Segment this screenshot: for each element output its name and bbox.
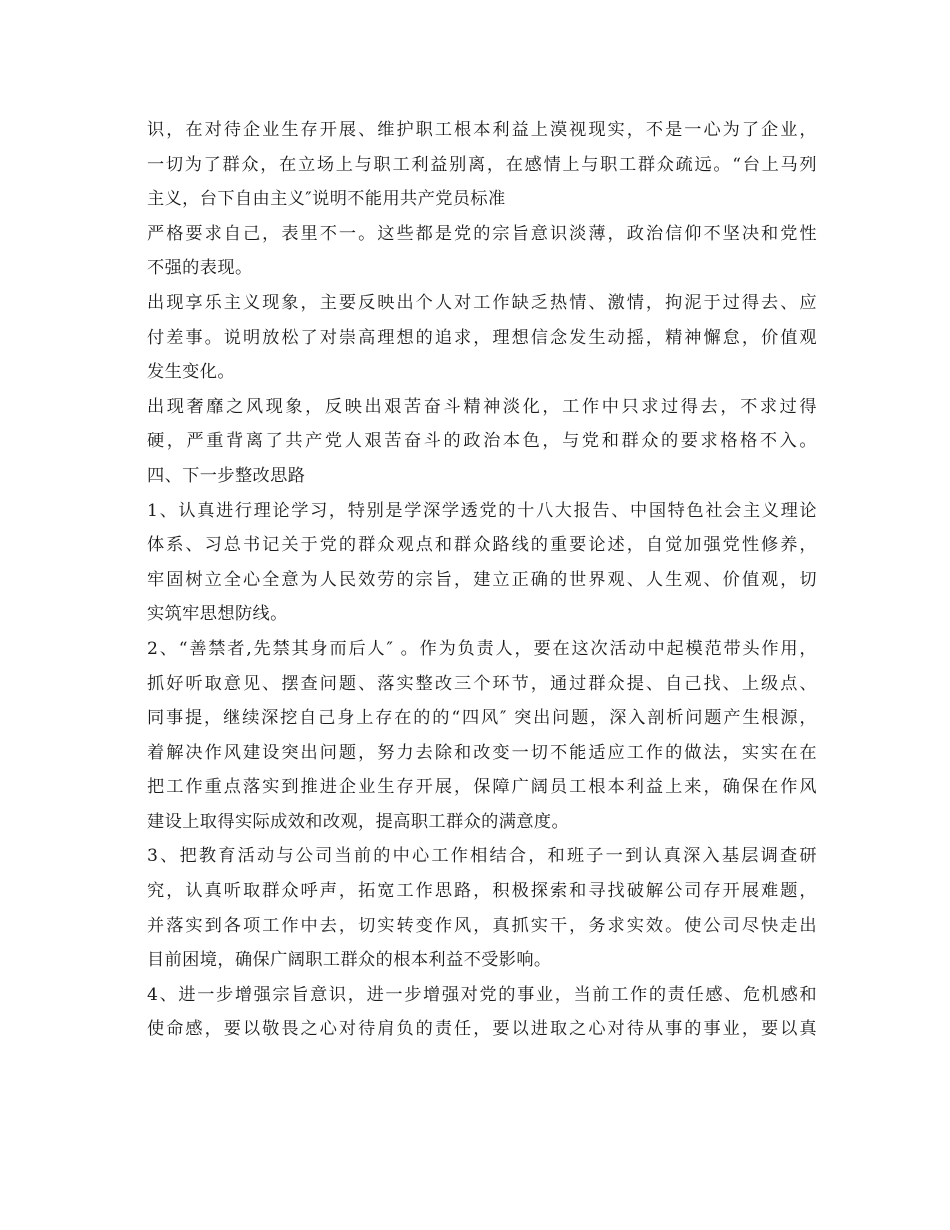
text-line-17: 抓好听取意见、摆查问题、落实整改三个环节，通过群众提、自己找、上级点、 bbox=[147, 673, 817, 694]
text-line-25: 目前困境，确保广阔职工群众的根本利益不受影响。 bbox=[147, 950, 552, 971]
text-line-8: 发生变化。 bbox=[147, 362, 235, 383]
text-line-6: 出现享乐主义现象，主要反映出个人对工作缺乏热情、激情，拘泥于过得去、应 bbox=[147, 292, 817, 313]
text-line-2: 一切为了群众，在立场上与职工利益别离，在感情上与职工群众疏远。“台上马列 bbox=[147, 154, 817, 175]
text-line-1: 识，在对待企业生存开展、维护职工根本利益上漠视现实，不是一心为了企业， bbox=[147, 120, 817, 140]
text-line-12: 1、认真进行理论学习，特别是学深学透党的十八大报告、中国特色社会主义理论 bbox=[147, 500, 817, 521]
document-body bbox=[147, 113, 817, 1047]
text-line-19: 着解决作风建设突出问题，努力去除和改变一切不能适应工作的做法，实实在在 bbox=[147, 742, 817, 763]
text-line-27: 使命感，要以敬畏之心对待肩负的责任，要以进取之心对待从事的事业，要以真 bbox=[147, 1019, 817, 1040]
text-line-10: 硬，严重背离了共产党人艰苦奋斗的政治本色，与党和群众的要求格格不入。 bbox=[147, 431, 817, 452]
text-line-20: 把工作重点落实到推进企业生存开展，保障广阔员工根本利益上来，确保在作风 bbox=[147, 777, 817, 798]
text-line-26: 4、进一步增强宗旨意识，进一步增强对党的事业，当前工作的责任感、危机感和 bbox=[147, 984, 817, 1005]
text-line-22: 3、把教育活动与公司当前的中心工作相结合，和班子一到认真深入基层调查研 bbox=[147, 846, 817, 867]
text-line-16: 2、“善禁者,先禁其身而后人″ 。作为负责人，要在这次活动中起模范带头作用， bbox=[147, 638, 817, 659]
text-line-3: 主义，台下自由主义″说明不能用共产党员标准 bbox=[147, 189, 506, 210]
text-line-14: 牢固树立全心全意为人民效劳的宗旨，建立正确的世界观、人生观、价值观，切 bbox=[147, 569, 817, 590]
text-line-18: 同事提，继续深挖自己身上存在的的“四风″ 突出问题，深入剖析问题产生根源， bbox=[147, 708, 817, 729]
text-line-4: 严格要求自己，表里不一。这些都是党的宗旨意识淡薄，政治信仰不坚决和党性 bbox=[147, 223, 817, 244]
text-line-9: 出现奢靡之风现象，反映出艰苦奋斗精神淡化，工作中只求过得去，不求过得 bbox=[147, 396, 817, 417]
text-line-15: 实筑牢思想防线。 bbox=[147, 604, 288, 625]
text-line-24: 并落实到各项工作中去，切实转变作风，真抓实干，务求实效。使公司尽快走出 bbox=[147, 915, 817, 936]
text-line-13: 体系、习总书记关于党的群众观点和群众路线的重要论述，自觉加强党性修养， bbox=[147, 535, 817, 556]
section-heading: 四、下一步整改思路 bbox=[147, 465, 306, 486]
text-line-7: 付差事。说明放松了对崇高理想的追求，理想信念发生动摇，精神懈怠，价值观 bbox=[147, 327, 817, 348]
text-line-23: 究，认真听取群众呼声，拓宽工作思路，积极探索和寻找破解公司存开展难题， bbox=[147, 881, 817, 902]
text-line-21: 建设上取得实际成效和改观，提高职工群众的满意度。 bbox=[147, 811, 570, 832]
text-line-5: 不强的表现。 bbox=[147, 258, 253, 279]
